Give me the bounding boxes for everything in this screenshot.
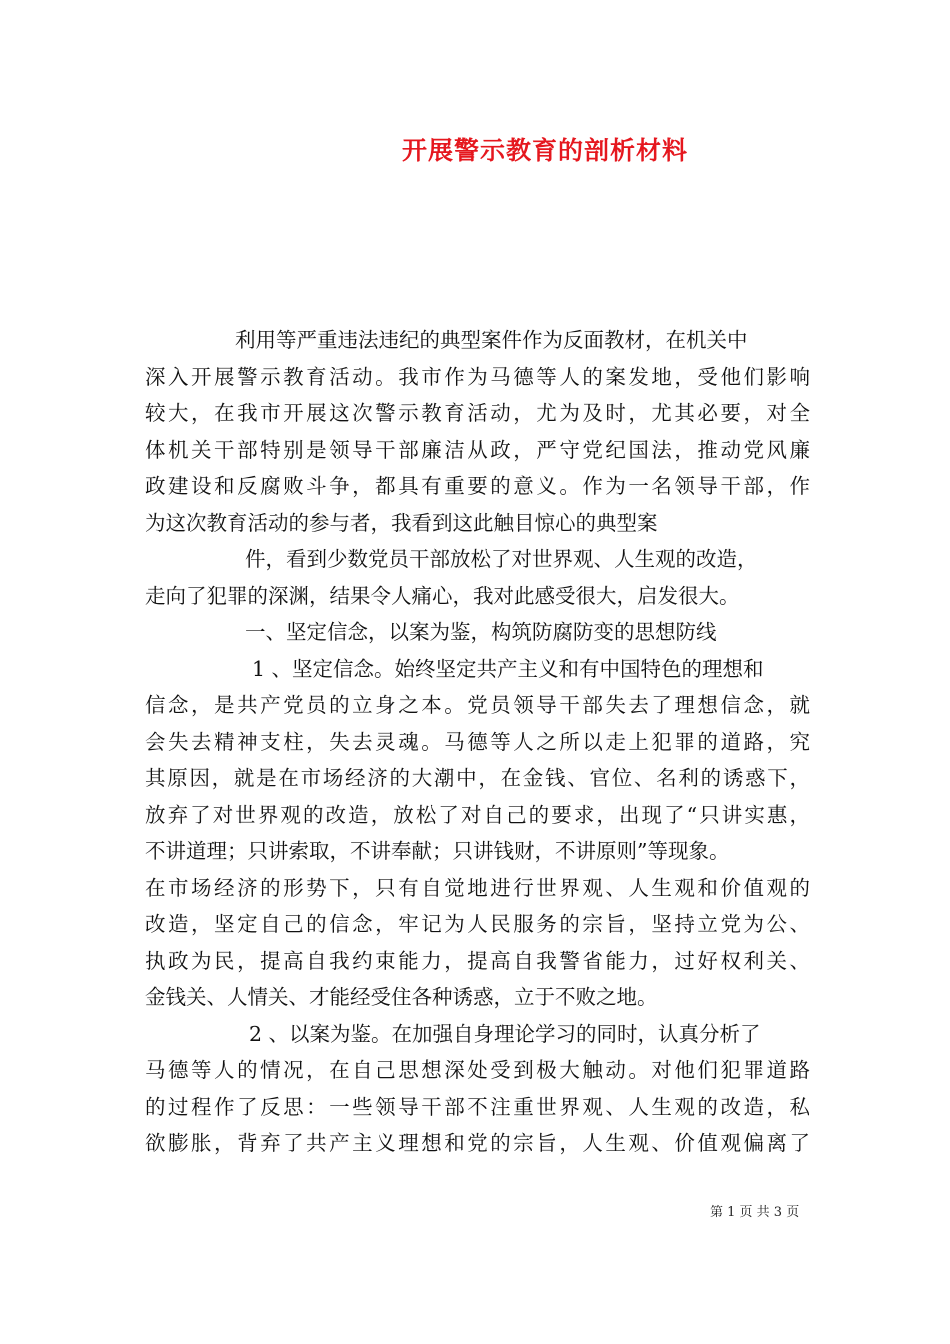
body-line: 较大，在我市开展这次警示教育活动，尤为及时，尤其必要，对全: [145, 401, 810, 425]
body-line: 1 、坚定信念。始终坚定共产主义和有中国特色的理想和: [252, 656, 764, 681]
body-line: 马德等人的情况，在自己思想深处受到极大触动。对他们犯罪道路: [145, 1058, 810, 1082]
section-heading: 一、坚定信念，以案为鉴，构筑防腐防变的思想防线: [245, 620, 717, 644]
body-line: 2 、以案为鉴。在加强自身理论学习的同时，认真分析了: [249, 1021, 761, 1046]
body-line: 在市场经济的形势下，只有自觉地进行世界观、人生观和价值观的: [145, 875, 810, 900]
body-line: 的过程作了反思：一些领导干部不注重世界观、人生观的改造，私: [145, 1094, 810, 1119]
body-line: 不讲道理；只讲索取，不讲奉献；只讲钱财，不讲原则”等现象。: [145, 839, 730, 863]
body-line: 放弃了对世界观的改造，放松了对自己的要求，出现了“只讲实惠，: [145, 802, 810, 827]
body-line: 为这次教育活动的参与者，我看到这此触目惊心的典型案: [145, 510, 658, 535]
body-line: 体机关干部特别是领导干部廉洁从政，严守党纪国法，推动党风廉: [145, 437, 810, 462]
body-line: 信念，是共产党员的立身之本。党员领导干部失去了理想信念，就: [145, 693, 810, 717]
body-line: 欲膨胀，背弃了共产主义理想和党的宗旨，人生观、价值观偏离了: [145, 1131, 810, 1155]
body-line: 其原因，就是在市场经济的大潮中，在金钱、官位、名利的诱惑下，: [145, 766, 810, 790]
body-line: 改造，坚定自己的信念，牢记为人民服务的宗旨，坚持立党为公、: [145, 912, 810, 936]
document-body: [145, 322, 810, 1162]
body-line: 金钱关、人情关、才能经受住各种诱惑，立于不败之地。: [145, 985, 658, 1009]
body-line: 政建设和反腐败斗争，都具有重要的意义。作为一名领导干部，作: [145, 474, 810, 498]
page-number: 第 1 页 共 3 页: [710, 1205, 800, 1220]
body-line: 会失去精神支柱，失去灵魂。马德等人之所以走上犯罪的道路，究: [145, 729, 810, 754]
body-line: 利用等严重违法违纪的典型案件作为反面教材，在机关中: [235, 328, 748, 352]
body-line: 走向了犯罪的深渊，结果令人痛心，我对此感受很大，启发很大。: [145, 583, 740, 608]
body-line: 件，看到少数党员干部放松了对世界观、人生观的改造，: [245, 547, 758, 571]
body-line: 执政为民，提高自我约束能力，提高自我警省能力，过好权利关、: [145, 948, 810, 973]
document-title: 开展警示教育的剖析材料: [401, 136, 688, 165]
body-line: 深入开展警示教育活动。我市作为马德等人的案发地，受他们影响: [145, 364, 810, 389]
